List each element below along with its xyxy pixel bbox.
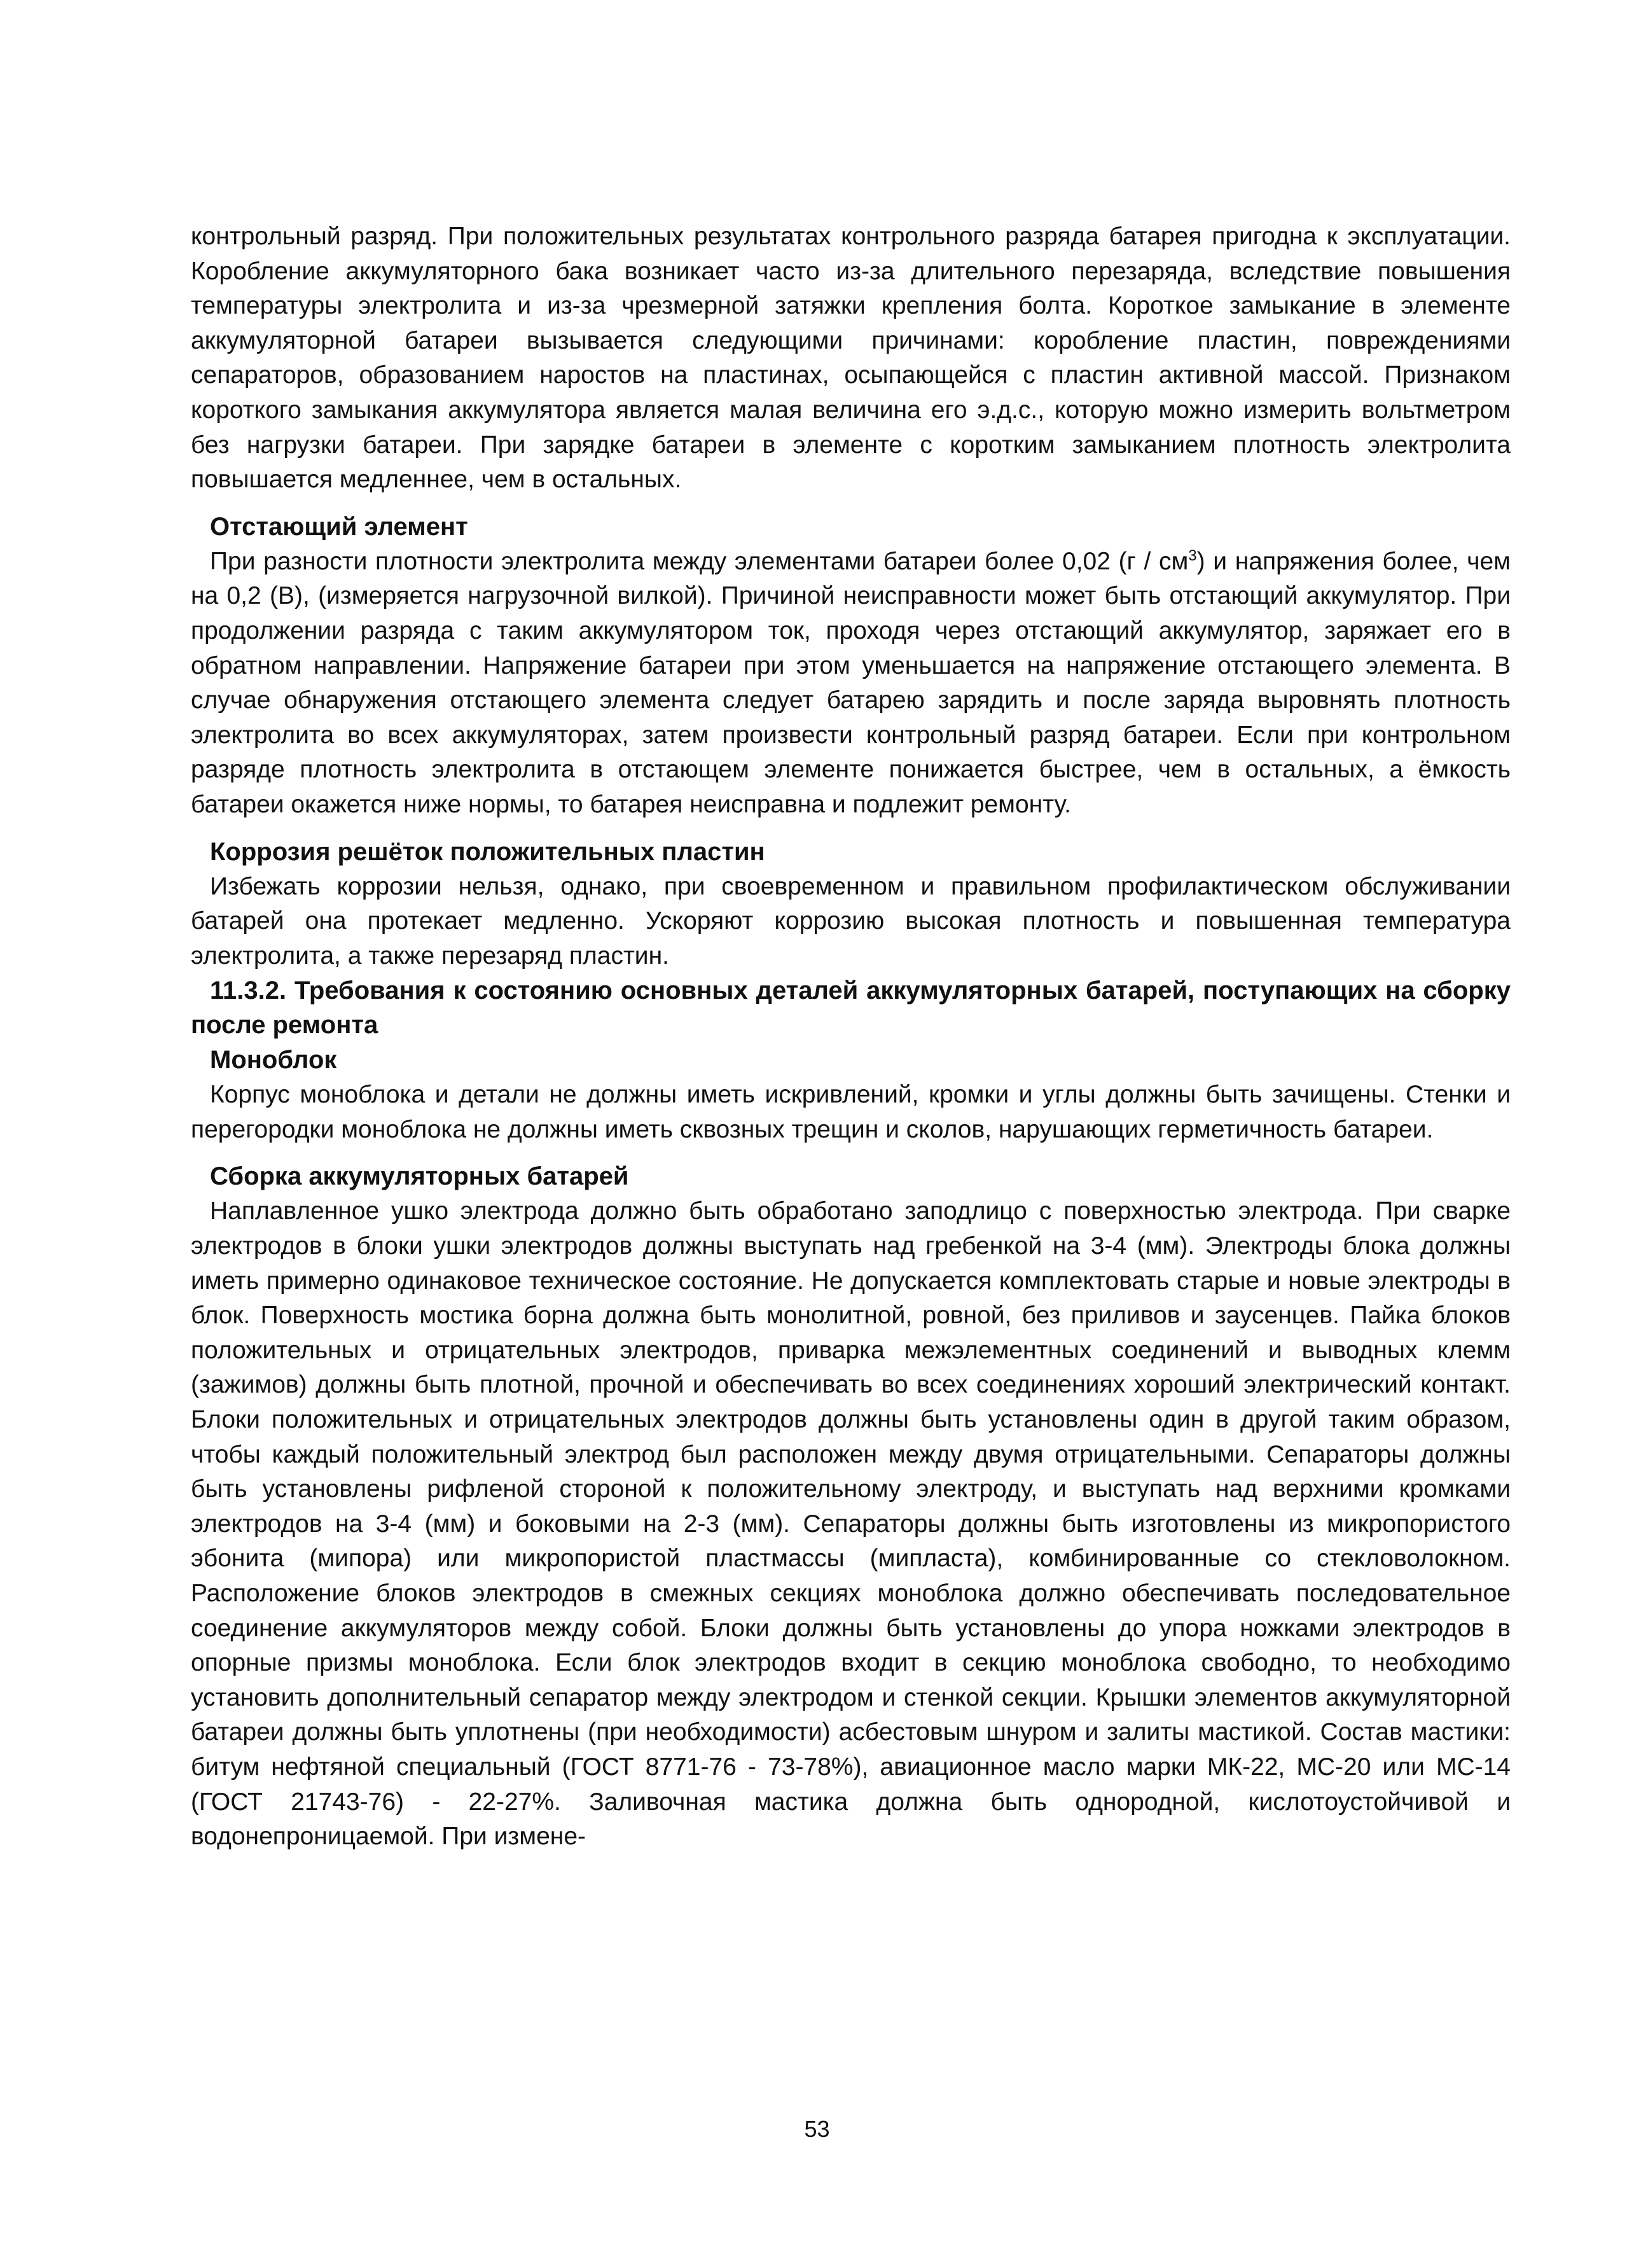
intro-paragraph: контрольный разряд. При положительных результатах контрольного разряда батарея пригодна к эксплуатации. Коробление аккумуляторного бака возникает часто из-за длительного перезаряда, вследствие повышения температуры электролита и из-за чрезмерной затяжки крепления болта. Короткое замыкание в элементе аккумуляторной батареи вызывается следующими причинами: коробление пластин, повреждениями сепараторов, образованием наростов на пластинах, осыпающейся с пластин активной массой. Признаком короткого замыкания аккумулятора является малая величина его э.д.с., которую можно измерить вольтметром без нагрузки батареи. При зарядке батареи в элементе с коротким замыканием плотность электролита повышается медленнее, чем в остальных. — [191, 223, 1511, 494]
monoblock-paragraph: Корпус моноблока и детали не должны иметь искривлений, кромки и углы должны быть зачищены. Стенки и перегородки моноблока не должны иметь сквозных трещин и сколов, нарушающих герметичность батареи. — [191, 1081, 1511, 1143]
corrosion-paragraph: Избежать коррозии нельзя, однако, при своевременном и правильном профилактическом обслуживании батарей она протекает медленно. Ускоряют коррозию высокая плотность и повышенная температура электролита, а также перезаряд пластин. — [191, 872, 1511, 970]
monoblock-heading: Моноблок — [210, 1046, 337, 1075]
assembly-paragraph: Наплавленное ушко электрода должно быть обработано заподлицо с поверхностью электрода. При сварке электродов в блоки ушки электродов должны выступать над гребенкой на 3-4 (мм). Электроды блока должны иметь примерно одинаковое техническое состояние. Не допускается комплектовать старые и новые электроды в блок. Поверхность мостика борна должна быть монолитной, ровной, без приливов и заусенцев. Пайка блоков положительных и отрицательных электродов, приварка межэлементных соединений и выводных клемм (зажимов) должны быть плотной, прочной и обеспечивать во всех соединениях хороший электрический контакт. Блоки положительных и отрицательных электродов должны быть установлены один в другой таким образом, чтобы каждый положительный электрод был расположен между двумя отрицательными. Сепараторы должны быть установлены рифленой стороной к положительному электроду, и выступать над верхними кромками электродов на 3-4 (мм) и боковыми на 2-3 (мм). Сепараторы должны быть изготовлены из микропористого эбонита (мипора) или микропористой пластмассы (мипласта), комбинированные со стекловолокном. Расположение блоков электродов в смежных секциях моноблока должно обеспечивать последовательное соединение аккумуляторов между собой. Блоки должны быть установлены до упора ножками электродов в опорные призмы моноблока. Если блок электродов входит в секцию моноблока свободно, то необходимо установить дополнительный сепаратор между электродом и стенкой секции. Крышки элементов аккумуляторной батареи должны быть уплотнены (при необходимости) асбестовым шнуром и залиты мастикой. Состав мастики: битум нефтяной специальный (ГОСТ 8771-76 - 73-78%), авиационное масло марки МК-22, МС-20 или МС-14 (ГОСТ 21743-76) - 22-27%. Заливочная мастика должна быть однородной, кислотоустойчивой и водонепроницаемой. При измене- — [191, 1197, 1511, 1851]
assembly-heading: Сборка аккумуляторных батарей — [210, 1162, 629, 1191]
lagging-text-part-1: При разности плотности электролита между элементами батареи более 0,02 (г / см — [210, 547, 1189, 575]
document-page — [191, 219, 1511, 2243]
lagging-text-part-2: ) и напряжения более, чем на 0,2 (В), (измеряется нагрузочной вилкой). Причиной неисправности может быть отстающий аккумулятор. При продолжении разряда с таким аккумулятором ток, проходя через отстающий аккумулятор, заряжает его в обратном направлении. Напряжение батареи при этом уменьшается на напряжение отстающего элемента. В случае обнаружения отстающего элемента следует батарею зарядить и после заряда выровнять плотность электролита во всех аккумуляторах, затем произвести контрольный разряд батареи. Если при контрольном разряде плотность электролита в отстающем элементе понижается быстрее, чем в остальных, а ёмкость батареи окажется ниже нормы, то батарея неисправна и подлежит ремонту. — [191, 547, 1511, 818]
superscript-cubic: 3 — [1188, 546, 1197, 564]
lagging-element-heading: Отстающий элемент — [210, 512, 468, 541]
section-title: 11.3.2. Требования к состоянию основных деталей аккумуляторных батарей, поступающих на сборку после ремонта — [191, 977, 1511, 1040]
lagging-element-paragraph — [191, 545, 1511, 823]
corrosion-heading: Коррозия решёток положительных пластин — [210, 837, 765, 866]
page-number: 53 — [804, 2116, 830, 2142]
